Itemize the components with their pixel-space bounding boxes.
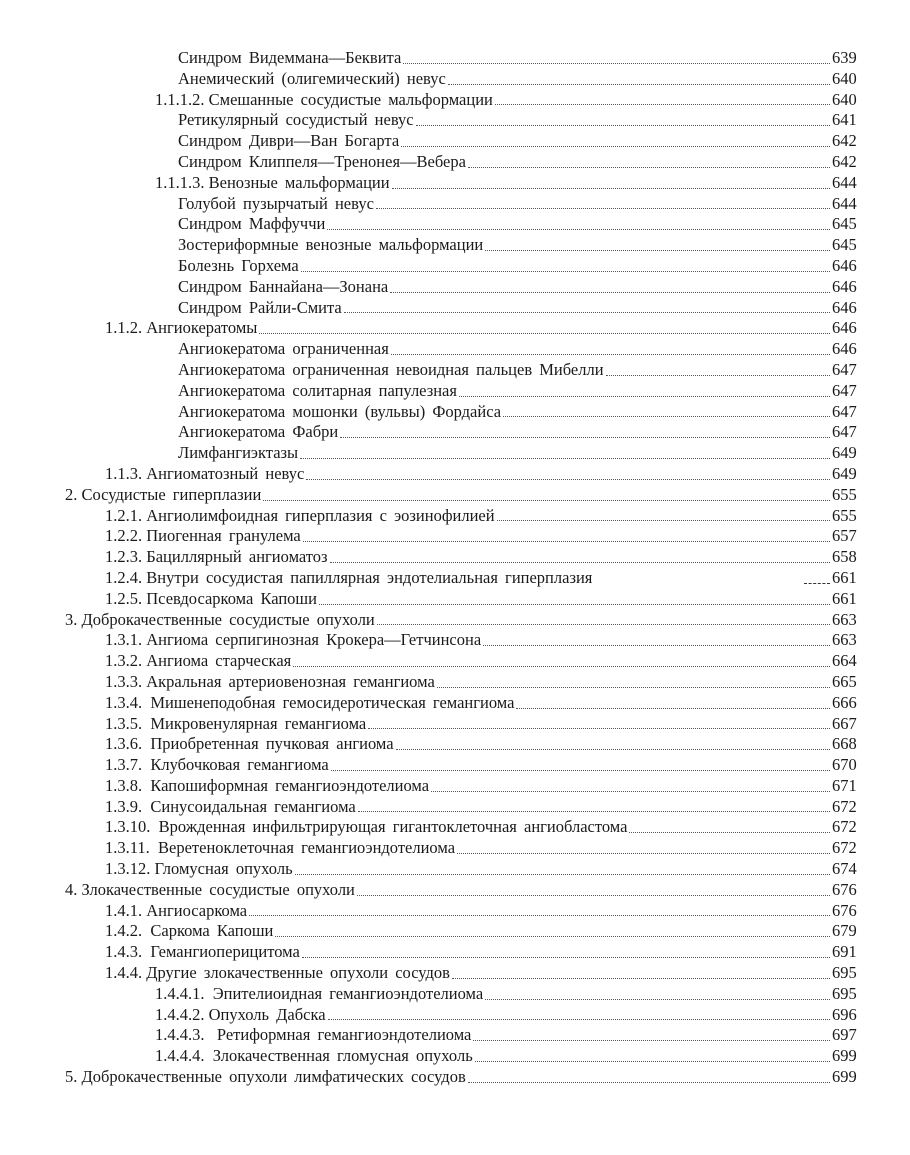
toc-entry[interactable] [0, 360, 910, 381]
dot-leader [368, 728, 830, 729]
dot-leader [391, 354, 830, 355]
section-title: Врожденная инфильтрирующая гигантоклеточная ангиобластома [158, 817, 628, 837]
toc-entry[interactable] [0, 651, 910, 672]
toc-entry[interactable] [0, 152, 910, 173]
page-number: 644 [832, 193, 857, 213]
toc-entry[interactable] [0, 443, 910, 464]
page-number: 645 [832, 214, 857, 234]
section-number: 1.3.3. [105, 671, 147, 691]
section-number: 1.3.6. [105, 734, 151, 754]
toc-entry[interactable] [0, 547, 910, 568]
dot-leader [328, 1019, 830, 1020]
section-number: 1.3.7. [105, 755, 151, 775]
section-title: Псевдосаркома Капоши [146, 588, 317, 608]
page-number: 676 [832, 900, 857, 920]
toc-entry[interactable] [0, 173, 910, 194]
section-title: Ангиокератома солитарная папулезная [178, 380, 457, 400]
toc-entry[interactable] [0, 859, 910, 880]
dot-leader [396, 749, 830, 750]
dot-leader [249, 915, 830, 916]
page-number: 665 [832, 671, 857, 691]
toc-entry[interactable] [0, 298, 910, 319]
dot-leader [392, 188, 830, 189]
toc-entry[interactable] [0, 235, 910, 256]
page-number: 672 [832, 817, 857, 837]
dot-leader [503, 416, 830, 417]
section-number: 4. [65, 879, 82, 899]
dot-leader [263, 500, 830, 501]
section-title: Венозные мальформации [208, 172, 390, 192]
section-number: 1.4.2. [105, 921, 151, 941]
section-title: Синдром Видеммана—Беквита [178, 48, 402, 67]
dot-leader [473, 1040, 830, 1041]
section-number: 1.4.4. [105, 963, 147, 983]
section-number: 1.4.4.2. [155, 1004, 209, 1024]
toc-entry[interactable] [0, 464, 910, 485]
dot-leader [319, 604, 830, 605]
section-number: 2. [65, 484, 82, 504]
toc-entry[interactable] [0, 131, 910, 152]
section-title: Микровенулярная гемангиома [150, 713, 367, 733]
page-number: 640 [832, 89, 857, 109]
page-number: 646 [832, 318, 857, 338]
page-number: 641 [832, 110, 857, 130]
page-number: 676 [832, 879, 857, 899]
toc-entry[interactable] [0, 589, 910, 610]
dot-leader [331, 770, 830, 771]
dot-leader [468, 1082, 830, 1083]
section-title: Веретеноклеточная гемангиоэндотелиома [158, 838, 456, 858]
toc-entry[interactable] [0, 672, 910, 693]
page-number: 663 [832, 630, 857, 650]
dot-leader [452, 978, 830, 979]
toc-entry[interactable] [0, 714, 910, 735]
section-number: 1.2.4. [105, 567, 147, 587]
dot-leader [301, 271, 830, 272]
toc-entry[interactable] [0, 318, 910, 339]
dot-leader [431, 791, 830, 792]
section-title: Синдром Райли-Смита [178, 297, 342, 317]
page-number: 646 [832, 297, 857, 317]
dot-leader [459, 396, 830, 397]
toc-entry[interactable] [0, 526, 910, 547]
section-title: Внутри сосудистая папиллярная эндотелиальная гиперплазия [146, 567, 593, 587]
section-title: Злокачественные сосудистые опухоли [81, 879, 355, 899]
dot-leader [300, 458, 830, 459]
section-title: Ангиома серпигинозная Крокера—Гетчинсона [146, 630, 482, 650]
page-number: 646 [832, 255, 857, 275]
toc-entry[interactable] [0, 610, 910, 631]
section-title: Мишенеподобная гемосидеротическая гемангиома [150, 692, 515, 712]
section-title: Гломусная опухоль [154, 859, 293, 879]
dot-leader [327, 229, 830, 230]
section-number: 1.3.4. [105, 692, 151, 712]
toc-entry[interactable] [0, 901, 910, 922]
page-number: 647 [832, 422, 857, 442]
dot-leader [293, 666, 830, 667]
dot-leader [295, 874, 830, 875]
section-title: Ангиолимфоидная гиперплазия с эозинофилией [146, 505, 495, 525]
toc-entry[interactable] [0, 880, 910, 901]
page-number: 661 [832, 567, 857, 587]
page-number: 664 [832, 651, 857, 671]
page-number: 672 [832, 796, 857, 816]
section-title: Зостериформные венозные мальформации [178, 235, 484, 255]
section-number: 1.3.2. [105, 651, 147, 671]
section-number: 1.3.8. [105, 775, 151, 795]
dot-leader [448, 84, 830, 85]
dot-leader [437, 687, 830, 688]
section-title: Пиогенная гранулема [146, 526, 301, 546]
page-number: 696 [832, 1004, 857, 1024]
dot-leader [483, 645, 830, 646]
section-number: 1.4.3. [105, 942, 151, 962]
toc-entry[interactable] [0, 838, 910, 859]
page-number: 697 [832, 1025, 857, 1045]
section-number: 1.3.1. [105, 630, 147, 650]
toc-entry[interactable] [0, 755, 910, 776]
page-number: 646 [832, 276, 857, 296]
section-title: Другие злокачественные опухоли сосудов [146, 963, 450, 983]
toc-entry[interactable] [0, 693, 910, 714]
page-number: 649 [832, 463, 857, 483]
section-title: Доброкачественные сосудистые опухоли [81, 609, 375, 629]
toc-entry[interactable] [0, 984, 910, 1005]
toc-entry[interactable] [0, 1005, 910, 1026]
page-number: 647 [832, 401, 857, 421]
toc-entry[interactable] [0, 506, 910, 527]
section-title: Ангиокератома ограниченная невоидная пальцев Мибелли [178, 359, 604, 379]
section-title: Доброкачественные опухоли лимфатических сосудов [81, 1067, 466, 1087]
dot-leader [357, 895, 830, 896]
section-title: Ангиоматозный невус [146, 463, 305, 483]
dot-leader [259, 333, 830, 334]
dot-leader [401, 146, 830, 147]
page-number: 642 [832, 151, 857, 171]
dot-leader [485, 250, 830, 251]
page-number: 699 [832, 1046, 857, 1066]
page-number: 658 [832, 547, 857, 567]
toc-entry[interactable] [0, 797, 910, 818]
section-title: Ретикулярный сосудистый невус [178, 110, 414, 130]
dot-leader [306, 479, 830, 480]
section-title: Синусоидальная гемангиома [150, 796, 356, 816]
toc-entry[interactable] [0, 942, 910, 963]
section-number: 5. [65, 1067, 82, 1087]
section-title: Ангиосаркома [146, 900, 248, 920]
page-number: 663 [832, 609, 857, 629]
section-number: 1.3.12. [105, 859, 155, 879]
toc-entry[interactable] [0, 485, 910, 506]
page-number: 695 [832, 983, 857, 1003]
dot-leader [606, 375, 830, 376]
dot-leader [495, 104, 830, 105]
table-of-contents [0, 48, 910, 1088]
dot-leader [516, 708, 830, 709]
toc-entry[interactable] [0, 817, 910, 838]
section-title: Капошиформная гемангиоэндотелиома [150, 775, 430, 795]
page-number: 695 [832, 963, 857, 983]
section-title: Бациллярный ангиоматоз [146, 547, 328, 567]
dot-leader [330, 562, 830, 563]
toc-entry[interactable] [0, 402, 910, 423]
page-number: 666 [832, 692, 857, 712]
section-number: 1.1.1.3. [155, 172, 209, 192]
page-number: 670 [832, 755, 857, 775]
section-title: Эпителиоидная гемангиоэндотелиома [212, 983, 484, 1003]
page-number: 668 [832, 734, 857, 754]
page-number: 640 [832, 68, 857, 88]
section-title: Ангиокератома ограниченная [178, 339, 389, 359]
section-title: Ангиокератомы [146, 318, 258, 338]
section-title: Синдром Диври—Ван Богарта [178, 131, 400, 151]
section-title: Приобретенная пучковая ангиома [150, 734, 394, 754]
section-number: 1.3.9. [105, 796, 151, 816]
section-number: 1.1.1.2. [155, 89, 209, 109]
section-number: 1.1.3. [105, 463, 147, 483]
toc-entry[interactable] [0, 776, 910, 797]
dot-leader [457, 853, 830, 854]
section-number: 1.3.10. [105, 817, 159, 837]
page-number: 639 [832, 48, 857, 67]
toc-entry[interactable] [0, 1025, 910, 1046]
section-title: Ретиформная гемангиоэндотелиома [216, 1025, 472, 1045]
section-title: Синдром Баннайана—Зонана [178, 276, 389, 296]
toc-entry[interactable] [0, 734, 910, 755]
toc-entry[interactable] [0, 194, 910, 215]
toc-entry[interactable] [0, 381, 910, 402]
section-title: Лимфангиэктазы [178, 443, 299, 463]
page-number: 679 [832, 921, 857, 941]
page-number: 667 [832, 713, 857, 733]
section-number: 1.4.4.4. [155, 1046, 213, 1066]
page-number: 691 [832, 942, 857, 962]
dot-leader [344, 312, 830, 313]
section-number: 1.4.1. [105, 900, 147, 920]
section-title: Сосудистые гиперплазии [81, 484, 262, 504]
section-title: Болезнь Горхема [178, 255, 299, 275]
page-number: 657 [832, 526, 857, 546]
section-title: Опухоль Дабска [208, 1004, 326, 1024]
section-number: 1.3.5. [105, 713, 151, 733]
page-number: 644 [832, 172, 857, 192]
toc-entry[interactable] [0, 339, 910, 360]
section-title: Анемический (олигемический) невус [178, 68, 446, 88]
section-number: 1.3.11. [105, 838, 159, 858]
section-number: 1.2.2. [105, 526, 147, 546]
section-number: 1.2.1. [105, 505, 147, 525]
dot-leader [377, 624, 830, 625]
toc-entry[interactable] [0, 963, 910, 984]
page-number: 674 [832, 859, 857, 879]
section-number: 1.2.3. [105, 547, 147, 567]
dot-leader [390, 292, 830, 293]
dot-leader [416, 125, 830, 126]
dot-leader [302, 957, 830, 958]
dot-leader [804, 583, 830, 584]
dot-leader [303, 541, 830, 542]
section-title: Смешанные сосудистые мальформации [208, 89, 493, 109]
toc-entry[interactable] [0, 921, 910, 942]
section-title: Саркома Капоши [150, 921, 274, 941]
dot-leader [485, 999, 830, 1000]
page-number: 671 [832, 775, 857, 795]
toc-entry[interactable] [0, 630, 910, 651]
page-number: 672 [832, 838, 857, 858]
toc-entry[interactable] [0, 1046, 910, 1067]
section-title: Ангиома старческая [146, 651, 292, 671]
section-title: Ангиокератома Фабри [178, 422, 339, 442]
page-number: 655 [832, 484, 857, 504]
dot-leader [497, 520, 830, 521]
page-number: 661 [832, 588, 857, 608]
section-title: Синдром Клиппеля—Тренонея—Вебера [178, 151, 466, 171]
section-number: 3. [65, 609, 82, 629]
toc-entry[interactable] [0, 568, 910, 589]
section-title: Ангиокератома мошонки (вульвы) Фордайса [178, 401, 502, 421]
dot-leader [340, 437, 830, 438]
toc-entry[interactable] [0, 69, 910, 90]
section-title: Гемангиоперицитома [150, 942, 300, 962]
dot-leader [468, 167, 830, 168]
toc-entry[interactable] [0, 214, 910, 235]
page-number: 649 [832, 443, 857, 463]
toc-entry[interactable] [0, 1067, 910, 1088]
page-number: 642 [832, 131, 857, 151]
dot-leader [358, 811, 830, 812]
section-title: Акральная артериовенозная гемангиома [146, 671, 435, 691]
page-number: 655 [832, 505, 857, 525]
dot-leader [629, 832, 830, 833]
dot-leader [376, 208, 830, 209]
dot-leader [475, 1061, 830, 1062]
section-title: Голубой пузырчатый невус [178, 193, 374, 213]
section-number: 1.2.5. [105, 588, 147, 608]
section-number: 1.4.4.3. [155, 1025, 217, 1045]
toc-entry[interactable] [0, 422, 910, 443]
section-number: 1.4.4.1. [155, 983, 213, 1003]
toc-entry[interactable] [0, 110, 910, 131]
section-title: Синдром Маффуччи [178, 214, 326, 234]
section-number: 1.1.2. [105, 318, 147, 338]
toc-entry[interactable] [0, 48, 910, 69]
dot-leader [403, 63, 830, 64]
toc-entry[interactable] [0, 90, 910, 111]
page-number: 647 [832, 359, 857, 379]
toc-entry[interactable] [0, 256, 910, 277]
section-title: Злокачественная гломусная опухоль [212, 1046, 473, 1066]
dot-leader [275, 936, 830, 937]
page-number: 647 [832, 380, 857, 400]
toc-entry[interactable] [0, 277, 910, 298]
page-number: 646 [832, 339, 857, 359]
page-number: 699 [832, 1067, 857, 1087]
section-title: Клубочковая гемангиома [150, 755, 329, 775]
page-number: 645 [832, 235, 857, 255]
